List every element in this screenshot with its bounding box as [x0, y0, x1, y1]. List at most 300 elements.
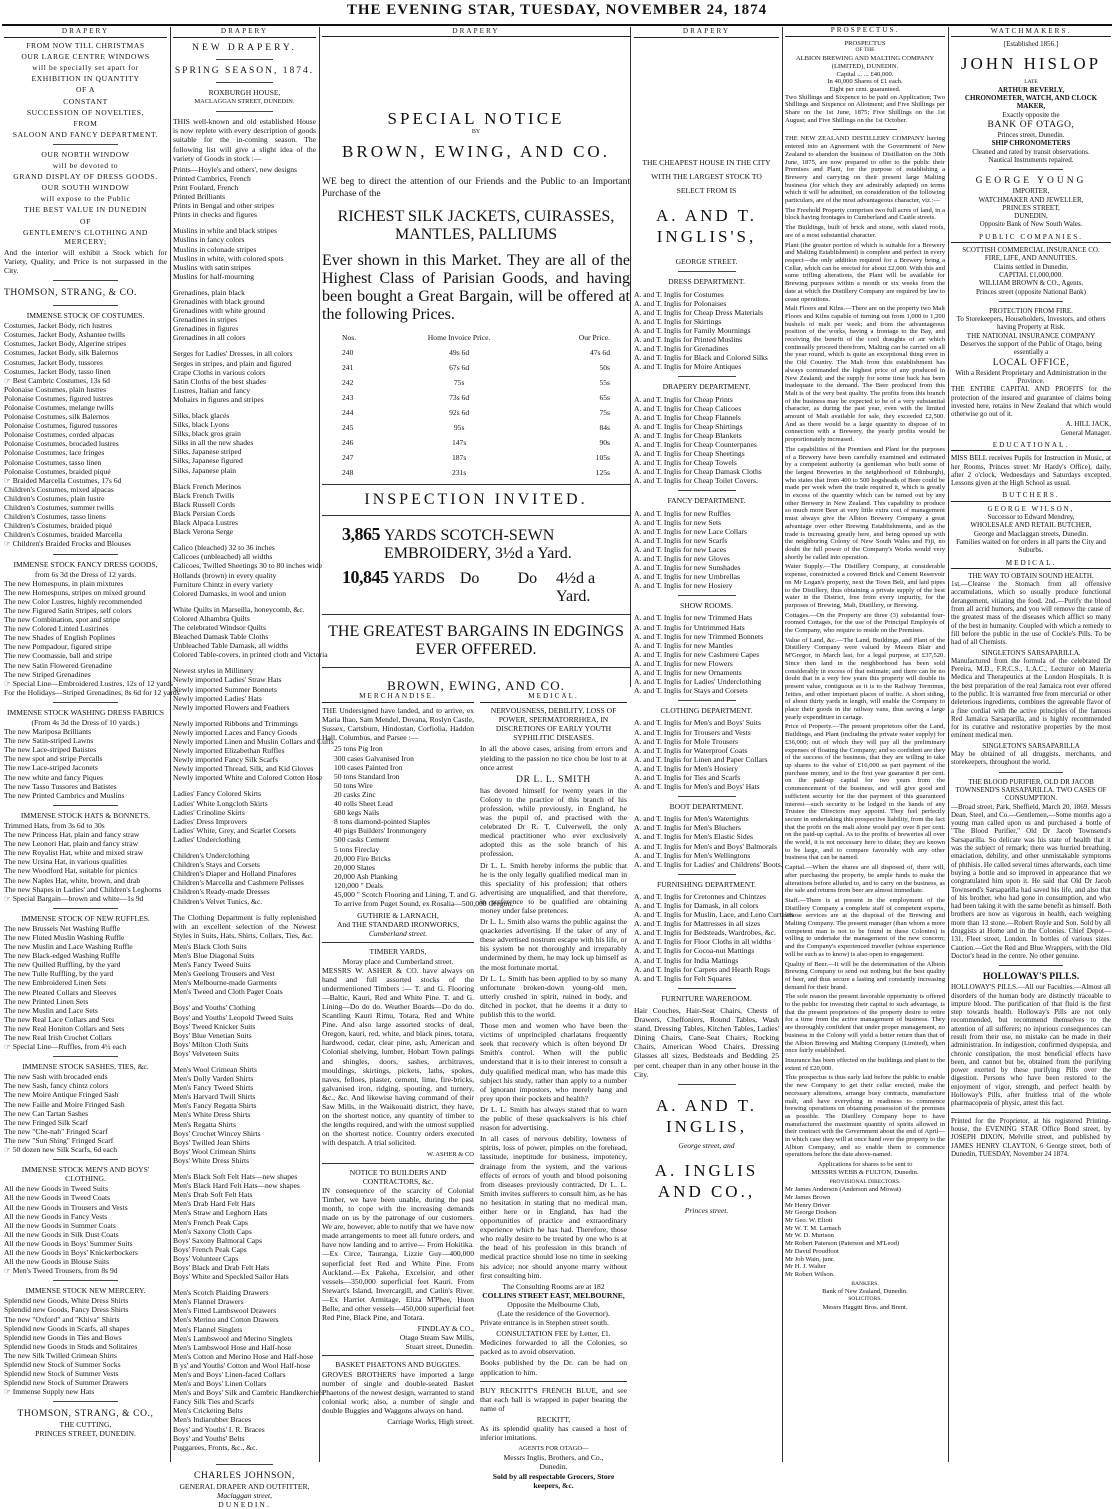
our-price: 47s 6d: [589, 348, 610, 357]
stock-item: Boys' and Youths' I. R. Braces: [173, 1424, 265, 1434]
department-heading: DRESS DEPARTMENT.: [668, 277, 745, 287]
column-heading: PROSPECTUS.: [785, 27, 945, 37]
director: Mr H. J. Walter: [785, 1263, 826, 1271]
stock-item: Splendid new Goods in Ties and Bows: [4, 1332, 122, 1342]
paragraph: This prospectus is thus early laid before the public to enable the new Company to get their cellar erected, make the necessary alterations, arrange busy contracts, manufacture malt, and have everything in readiness to commence brewing operations on obtaining possession of the premises as possible. The Distillery Company hope to have manufactured the maximum quantity of spirits allowed in their contract with the Government about the end of April—in which case they will at once hand over the property to the Albion Company, and so enable them to commence operations before the date above-named.: [785, 1074, 945, 1159]
rule: [53, 805, 118, 806]
stock-item: The new Woodford Hat, suitable for picnics: [4, 866, 138, 876]
stock-item: Silks, Japanese figured: [173, 456, 243, 466]
department-heading: FANCY DEPARTMENT.: [667, 496, 746, 506]
spacer: [634, 83, 779, 97]
company-name: ALBION BREWING AND MALTING COMPANY (LIMITED), DUNEDIN.: [795, 55, 935, 70]
department-item: A. and T. Inglis for Waterproof Coats: [634, 745, 748, 755]
stock-item: Newly imported Ladies' Hats: [173, 693, 262, 703]
stock-item: Men's Saxony Cloth Caps: [173, 1226, 252, 1236]
announcement-line: OUR SOUTH WINDOW: [41, 183, 130, 193]
stock-item: The new Fluted Muslin Washing Ruffle: [4, 932, 125, 942]
stock-item: Splendid new Goods, White Dress Shirts: [4, 1296, 129, 1306]
line: ARTHUR BEVERLY,: [997, 85, 1065, 94]
asher-body: MESSRS W. ASHER & CO. have always on hand and full assorted stocks of the undermentioned Timbers :— T. and G. Flooring—Baltic, Kauri, Red and White Pine. T. and G. Lining—Do do do. Weather Boards—Do do do. Scantling Kauri Rimu, Totara, Red and White Pine. And also large assorted stocks of deal, Oregon, kauri, red, white, and black pines, totara, hardwood, cedar, clear pine, ash, American and Colonial shelving, lumber, Hobart Town palings and shingles, doors, sashes, architraves, mouldings, skirtings, pickets, laths, spokes, naves, felloes, plaster, cement, lime, fire-bricks, galvanised iron, ridging, spouting, and turnery, &c., &c. And likewise having command of their Saw Mills, in the Waikouaiti district, they have, on the shortest notice, any quantity of timber to the lengths required, and with the utmost supplied on the shortest notice. Country orders executed with despatch. A trial solicited.: [322, 965, 474, 1148]
item-no: 248: [342, 468, 354, 477]
department-item: A. and T. Inglis for Felt Squares: [634, 973, 732, 983]
department-item: A. and T. Inglis for Cheap Flannels: [634, 412, 741, 422]
department-item: A. and T. Inglis for Cheap Calicoes: [634, 403, 742, 413]
address-line: (Late the residence of the Governor).: [497, 1309, 610, 1318]
stock-item: Newly imported Flowers and Feathers: [173, 702, 290, 712]
stock-item: Printed Cambrics, French: [173, 173, 251, 183]
stock-item: The new Sash with brocaded ends: [4, 1072, 108, 1082]
stock-item: Black Verona Serge: [173, 527, 234, 537]
notice-by: BY: [471, 129, 481, 135]
stock-item: The new "Oxford" and "Khiva" Shirts: [4, 1314, 120, 1324]
home-price: 95s: [453, 423, 465, 432]
masthead: THE EVENING STAR, TUESDAY, NOVEMBER 24, 1874: [346, 2, 768, 18]
stock-item: Ladies' Fancy Colored Skirts: [173, 789, 262, 799]
stock-item: Polonaise Costumes, figured tussores: [4, 421, 118, 431]
stock-item: All the new Goods in Boys' Knickerbockers: [4, 1247, 138, 1257]
price-row: [322, 465, 630, 480]
stock-item: Splendid new Goods in Studs and Solitaires: [4, 1341, 138, 1351]
stock-item: The new Real Irish Crochet Collars: [4, 1033, 112, 1042]
footer-line: GENERAL DRAPER AND OUTFITTER,: [179, 1481, 310, 1491]
signature: Stuart street, Dunedin.: [405, 1342, 474, 1352]
stock-item: Polonaise Costumes, braided piqué: [4, 466, 111, 476]
stock-item: The new Faille and Moire Fringed Sash: [4, 1099, 125, 1109]
stock-item: All the new Goods in Fancy Vests: [4, 1211, 108, 1221]
stock-item: Ladies' Underclothing: [173, 834, 241, 844]
stock-item: Boys' and Youths' Leopold Tweed Suits: [173, 1012, 294, 1022]
stock-item: Boys' and Youths' Clothing: [173, 1003, 256, 1013]
stock-item: Men's Fancy Tweed Suits: [173, 960, 251, 970]
department-heading: CLOTHING DEPARTMENT.: [660, 706, 753, 716]
line: With a Resident Proprietary and Administration in the Province.: [955, 368, 1107, 385]
stock-item: The new Lace-striped Batistes: [4, 745, 97, 755]
price-row: [322, 435, 630, 450]
director: Mr W. D. Murison: [785, 1232, 834, 1240]
footer-line: George street, and: [678, 1140, 735, 1150]
our-price: 55s: [599, 378, 610, 387]
spacer: [173, 536, 316, 543]
bankers-heading: BANKERS.: [851, 1280, 879, 1287]
stock-item: Silks, black Lyons: [173, 420, 229, 430]
rule: [322, 667, 630, 668]
stock-item: Hollands (brown) in every quality: [173, 570, 277, 580]
stock-item: Polonaise Costumes, corded alpacas: [4, 430, 115, 440]
stock-item: Boys' White Dress Shirts: [173, 1155, 250, 1165]
spacer: [322, 40, 630, 54]
department-item: A. and T. Inglis for new Sunshades: [634, 563, 741, 573]
stock-item: Satin Cloths of the best shades: [173, 376, 267, 386]
line: WHOLESALE AND RETAIL BUTCHER,: [970, 521, 1092, 530]
section-heading: IMMENSE STOCK OF COSTUMES.: [26, 311, 145, 321]
stock-item: Polonaise Costumes, tasso linen: [4, 457, 102, 467]
stock-item: Boys' White and Speckled Sailor Hats: [173, 1272, 289, 1282]
section-subheading: from 6s 3d the Dress of 12 yards.: [34, 569, 137, 579]
department-item: A. and T. Inglis for new Flowers: [634, 658, 733, 668]
fee-note: Medicines forwarded to all the Colonies, so packed as to avoid observation.: [480, 1338, 627, 1357]
ad-title: THE BLOOD PURIFIER, OLD DR JACOB TOWNSEND'S SARSAPARILLA. TWO CASES OF CONSUMPTION.: [955, 777, 1107, 803]
stock-item: Men's White Dress Shirts: [173, 1110, 251, 1120]
apply: Applications for shares to be sent to: [817, 1161, 913, 1169]
column-heading: WATCHMAKERS.: [951, 27, 1111, 37]
department-heading: FURNISHING DEPARTMENT.: [656, 879, 757, 889]
firm-line: Cumberland street.: [368, 929, 428, 939]
cargo-item: 500 casks Cement: [334, 835, 390, 845]
stock-item: The new Quilled Ruffling, by the yard: [4, 960, 121, 970]
section-heading: NOTICE TO BUILDERS AND CONTRACTORS, &c.: [349, 1167, 447, 1186]
department-heading: BOOT DEPARTMENT.: [669, 802, 744, 812]
prospectus-title: PROSPECTUS: [844, 39, 886, 47]
headline-line: WITH THE LARGEST STOCK TO: [651, 172, 762, 182]
spacer: [173, 598, 316, 605]
stock-item: ☞ 50 dozen new Silk Scarfs, 6d each: [4, 1145, 118, 1155]
line: SHIP CHRONOMETERS: [991, 139, 1071, 148]
stock-item: Boys' Black and Drab Felt Hats: [173, 1262, 270, 1272]
spacer: [634, 139, 779, 153]
line: BANK OF OTAGO,: [987, 120, 1075, 131]
stock-item: Newly imported Laces and Fancy Goods: [173, 727, 298, 737]
stock-item: Muslins in colonade stripes: [173, 244, 257, 254]
paragraph: Dr L. L. Smith has been applied to by so many unfortunate broken-down young-old men, utterly crushed in spirit, ruined in body, and ditched in pocket, that he deems it a duty to publish this to the world.: [480, 973, 627, 1019]
stock-item: Lustres, Italian and fancy: [173, 385, 251, 395]
stock-item: ☞ Immense Supply new Hats: [4, 1387, 95, 1397]
price-row: [322, 420, 630, 435]
stock-item: For the Holidays—Striped Grenadines, 8s 6d for 12 yards: [4, 687, 180, 697]
stock-item: Costumes, Jacket Body, Algerine stripes: [4, 339, 127, 349]
section-heading: TIMBER YARDS,: [369, 947, 427, 957]
stock-item: Muslins in white and black stripes: [173, 226, 277, 236]
masthead-rule: [2, 24, 1112, 26]
rule: [999, 301, 1063, 302]
ad-title: THE WAY TO OBTAIN SOUND HEALTH.: [968, 571, 1094, 580]
stock-item: Serges in stripes, and plain and figured: [173, 358, 292, 368]
column-roxburgh-house: [173, 27, 334, 1509]
col-our: Our Price.: [578, 333, 610, 342]
directors-heading: PROVISIONAL DIRECTORS.: [829, 1178, 901, 1185]
home-price: 231s: [451, 468, 467, 477]
ad-title: SINGLETON'S SARSAPARILLA: [982, 741, 1080, 750]
stock-item: Men's Drab Hard Felt Hats: [173, 1199, 255, 1209]
footer-line: PRINCES STREET, DUNEDIN.: [35, 1429, 136, 1439]
embroidery-text: Do: [517, 570, 538, 587]
stock-item: The new Figured Satin Stripes, self colors: [4, 605, 132, 615]
our-price: 75s: [599, 408, 610, 417]
cargo-item: 300 cases Galvanised Iron: [334, 753, 414, 763]
price-table: [322, 330, 630, 480]
stock-item: Ladies' White, Grey, and Scarlet Corsets: [173, 825, 296, 835]
stock-item: The new Sash, fancy chintz colors: [4, 1081, 109, 1091]
department-item: A. and T. Inglis for new Ornaments: [634, 668, 742, 678]
firm-name: JOHN HISLOP: [960, 53, 1102, 73]
notice-firm: BROWN, EWING, AND CO.: [342, 142, 610, 161]
stock-item: Men's Dolly Varden Shirts: [173, 1074, 254, 1084]
street-name: MACLAGGAN STREET, DUNEDIN.: [194, 98, 295, 106]
stock-item: The new Homespuns, stripes on mixed ground: [4, 587, 146, 597]
section-subheading: (From 4s 3d the Dress of 10 yards.): [31, 718, 140, 727]
spacer: [173, 782, 316, 789]
stock-item: The new Leonori Hat, plain and fancy straw: [4, 839, 139, 849]
paragraph: Value of Land, &c.—The Land, Buildings, and Plant of the Distillery Company were valued by Messrs Blair and M'Gregor, in March last, for a legal purpose, at £37,520. Since then land in the neighborhood has been sold considerably in excess of that estimate; and there can be no doubt that in a very few years this property will double its present value, contiguous as it is to the Railway Terminus, Jetties, and other important places of traffic. A short siding, of about thirty yards in length, will enable the Company to place their goods in the railway vans, thus saving a large yearly expenditure in cartage.: [785, 636, 945, 721]
department-item: A. and T. Inglis for Printed Muslins: [634, 335, 743, 345]
spacer: [173, 404, 316, 411]
intro-text: THE Undersigned have landed, and to arrive, ex Maria Ihao, Sam Mendel, Dovana, Roslyn Castle, Sussex, Cartsburn, Hindostan, Corfiolia, Haddon Hall, Columbus, and Parsee :—: [322, 706, 474, 743]
stock-item: The new Shades of English Poplines: [4, 633, 116, 643]
announcement-line: OF: [80, 216, 91, 226]
stock-item: Splendid new Stock of Summer Vests: [4, 1369, 119, 1379]
stock-item: Silks, black glacés: [173, 411, 230, 420]
stock-item: Men's Indiarubber Braces: [173, 1415, 252, 1425]
stock-item: The new Pompadour, figured stripe: [4, 642, 112, 652]
spacer: [173, 659, 316, 666]
stock-item: Men's Flannel Singlets: [173, 1324, 243, 1334]
department-item: A. and T. Inglis for Men's Bluchers: [634, 823, 741, 833]
item-no: 244: [342, 408, 354, 417]
department-item: A. and T. Inglis for Men's Hosiery: [634, 763, 739, 773]
line: Families waited on for orders in all parts the City and Suburbs.: [956, 537, 1106, 555]
department-item: A. and T. Inglis for new Lace Collars: [634, 526, 747, 536]
stock-item: Fancy Silk Ties and Scarfs: [173, 1397, 255, 1407]
books: Books published by the Dr. can be had on application to him.: [480, 1358, 627, 1377]
stock-item: The new Real Lace Collars and Sets: [4, 1014, 115, 1024]
embroidery-line: [342, 524, 630, 563]
spacer: [322, 54, 630, 68]
signature: FINDLAY & CO.,: [417, 1324, 474, 1334]
stock-item: Men's Harvard Twill Shirts: [173, 1092, 256, 1102]
stock-item: ☞ Special Bargain—brown and white—1s 9d: [4, 893, 144, 903]
rule: [322, 614, 630, 615]
spacer: [173, 1165, 316, 1172]
rule: [216, 82, 273, 83]
footer-firm: CHARLES JOHNSON,: [194, 1470, 295, 1481]
cargo-item: 45,000 " Scotch Flooring and Lining, T. and G.: [334, 889, 478, 899]
line: PRINCES STREET,: [1002, 203, 1060, 212]
terms: Two Shillings and Sixpence to be paid on Application; Two Shillings and Sixpence on Allotment; and Five Shillings per Share on the 1st June, 1875; Five Shillings on the 1st August; and Five Shillings on the 1st October.: [785, 93, 945, 124]
department-item: A. and T. Inglis for Cheap Dress Materials: [634, 307, 763, 317]
stock-item: The new Embroidered Linen Sets: [4, 978, 107, 988]
stock-item: Boys' Velveteen Suits: [173, 1048, 239, 1058]
paragraph: Malt Floors and Kilns.—There are on the property two Malt Floors and Kilns capable of turning out from 1,000 to 1,200 bushels of malt per week; and from the advantageous position of the works, having a frontage to the Bay, and receiving the benefit of the cool draughts of air which continually proceed therefrom, Malting can be carried on all the year round, which is quite an exceptional thing even in the Old Country. The Malt from this establishment has always commanded the highest price of any produced in New Zealand; and the supply for some time back has been inadequate to the demand. The Beer produced from this Malt is of the very best quality. The profits from this branch of the business may be expected to be of a very substantial character, as during the past year, even with the limited amount of Malt available for sale, they exceeded £2,500. And as there would be a large quantity to dispose of in connection with a Brewery, the yearly profits would be proportionately increased.: [785, 305, 945, 444]
paragraph: Staff.—There is at present in the employment of the Distillery Company a complete staff of competent experts, whose services are at the disposal of the Brewing and Malting Company. The present manager (than whom a more competent man is not to be found in these Colonies) is willing to undertake the management of the new concern; and the Company's experienced traveller (whose experience will be such as to know) is also open to engagement.: [785, 896, 945, 958]
ad-title: NERVOUSNESS, DEBILITY, LOSS OF POWER, SPERMATORRHŒA, IN DISCRETIONS OF EARLY YOUTH SYPHILITIC DISEASES.: [490, 706, 617, 743]
line: CAPITAL £1,000,000.: [999, 270, 1063, 279]
embroidery-qty: 3,865: [342, 524, 380, 544]
stock-item: Men's and Boys' Linen-faced Collars: [173, 1370, 286, 1379]
department-item: A. and T. Inglis for Moire Antiques: [634, 362, 742, 372]
rule: [53, 1159, 118, 1160]
line: Princes street (opposite National Bank): [975, 287, 1087, 296]
stock-item: Men's Fancy Regatta Shirts: [173, 1101, 257, 1111]
home-price: 73s 6d: [449, 393, 470, 402]
notice-title: SPECIAL NOTICE: [387, 109, 565, 128]
director: Mr Geo. W. Eliott: [785, 1217, 833, 1225]
section-heading: PUBLIC COMPANIES.: [951, 233, 1111, 243]
department-item: A. and T. Inglis for Cretonnes and Chintzes: [634, 891, 766, 901]
column-heading: DRAPERY: [173, 27, 316, 38]
notice-body: IN consequence of the scarcity of Colonial Timber, we have been unable, during the past month, to cope with the increasing demands made on us by the patronage of our customers. We are, however, able to notify that we have now made arrangements to meet all future orders, and have now landing and to arrive— From Hokitika.—Ex Circe, Tauranga, Lizzie Guy—400,000 superficial feet Red and White Pine. From Auckland.—Ex Pakeha, Excelsior, and other vessels—350,000 superficial feet Kauri. From Stewart's Island, Invercargill, and Catlin's River.—Ex Harriet Armitage, Eliza M'Phee, Huon Belle, and other vessels—450,000 superficial feet Red Pine, Black Pine, and Totara.: [322, 1185, 474, 1323]
paragraph: —Broad street, Park, Sheffield, March 20, 1869. Messrs Dean, Steel, and Co.—Gentlemen,—Some months ago a young man called upon us and purchased a bottle of "The Blood Purifier," Old Dr Jacob Townsend's Sarsaparilla. So delicate was his state of health that it was the subject of remark; there was hurried breathing, emaciation, debility, and other unmistakable symptoms of phthisis. He called several times afterwards, each time buying a bottle and so improved in appearance that we congratulated him upon it. He said that Old Dr Jacob Townsend's Sarsaparilla had saved his life, and also that of his brother, who had gone in consumption, and who had been taking it with the same benefit as himself. Both brothers are now as vigorous in health, each weighing more than 13 stone.—Robert Royle and Son. Sold by all druggists at Home and in the Colonies. Chief Depot—131, Fleet street, London. In bottles of various sizes. Caution.—Get the Red and Blue Wrappers, with the Old Doctor's head in the centre. No other genuine.: [951, 802, 1111, 960]
department-item: A. and T. Inglis for Muslin, Lace, and Leno Curtains: [634, 910, 794, 920]
stock-item: Furniture Chintz in every variety: [173, 579, 273, 589]
col-nos: Nos.: [342, 333, 357, 342]
stock-item: Newly imported White and Colored Cotton Hose: [173, 773, 323, 783]
item-no: 247: [342, 453, 354, 462]
paragraph: The Buildings, built of brick and stone, with slated roofs, are of a most substantial character.: [785, 224, 945, 239]
bargains: THE GREATEST BARGAINS IN EDGINGS EVER OFFERED.: [328, 623, 624, 658]
stock-item: The new "Sun Shing" Fringed Scarf: [4, 1135, 114, 1145]
line: DUNEDIN,: [1014, 212, 1048, 221]
notice-body: Ever shown in this Market. They are all of the Highest Class of Parisian Goods, and having been bought a Great Bargain, will be offered at the following Prices.: [322, 252, 630, 323]
address: COLLINS STREET EAST, MELBOURNE,: [482, 1290, 625, 1300]
department-item: A. and T. Inglis for Black and Colored Silks: [634, 353, 768, 363]
stock-item: ☞ Special Line—Embroidered Lustres, 12s of 12 yards: [4, 678, 173, 688]
cargo-item: 120,000 " Deals: [334, 880, 383, 890]
cargo-item: 20,000 Slates: [334, 862, 375, 872]
stock-item: Silks in all the new shades: [173, 438, 254, 448]
stock-item: The new white and fancy Piques: [4, 772, 103, 782]
footer-line: Maclaggan street,: [217, 1490, 272, 1500]
home-price: 92s 6d: [449, 408, 470, 417]
stock-item: Puggarees, Fronts, &c., &c.: [173, 1442, 258, 1452]
rule: [678, 796, 736, 797]
line: WATCHMAKER AND JEWELLER,: [978, 195, 1084, 204]
rule: [322, 484, 630, 485]
brown-ewing-notice: [322, 27, 631, 693]
rule: [216, 111, 273, 112]
basket-body: GROVES BROTHERS have imported a large number of single and double-seated Basket Phaetons of the newest design, warranted to stand colonial work; also, a number of single and double Buggies and Waggons always on hand.: [322, 1369, 474, 1415]
director: Mr George Dodson: [785, 1209, 837, 1217]
director: Mr James Brown: [785, 1193, 831, 1201]
department-item: A. and T. Inglis for Cheap Damask Cloths: [634, 467, 762, 477]
col-home: Home Invoice Price.: [427, 333, 491, 342]
stock-item: Newly imported Elizabethan Ruffles: [173, 746, 285, 756]
stock-item: Grenadines in stripes: [173, 315, 238, 325]
stock-item: The new Combination, spot and stripe: [4, 615, 120, 625]
stock-item: Men's and Boys' Silk and Cambric Handkerchiefs: [173, 1388, 325, 1398]
agents-line: Messrs Inglis, Brothers, and Co.,: [503, 1453, 604, 1463]
column-heading: DRAPERY: [322, 27, 630, 37]
stock-item: The new "Che-nah" Fringed Scarf: [4, 1126, 108, 1136]
late: LATE: [1024, 78, 1038, 85]
signature: Carriage Works, High street.: [387, 1417, 474, 1427]
stock-item: Boys' and Youths' Belts: [173, 1433, 245, 1443]
column-thomson-strang: [4, 27, 180, 1462]
stock-item: Polonaise Costumes, melange twills: [4, 403, 114, 412]
ad-title: HOLLOWAY'S PILLS.: [982, 972, 1080, 983]
rule: [678, 988, 736, 989]
spacer: [173, 475, 316, 482]
stock-item: Newly imported Thread, Silk, and Kid Gloves: [173, 764, 314, 774]
section-heading: IMMENSE STOCK SASHES, TIES, &c.: [22, 1062, 149, 1072]
spacer: [634, 111, 779, 125]
stock-item: Men's Blue Diagonal Suits: [173, 950, 255, 960]
line: CHRONOMETER, WATCH, AND CLOCK MAKER,: [964, 94, 1098, 111]
stock-item: ☞ Special Line—Ruffles, from 4½ each: [4, 1042, 127, 1052]
paragraph: May be obtained of all druggists, merchants, and storekeepers, throughout the world.: [951, 750, 1111, 767]
paragraph: In all cases of nervous debility, lowness of spirits, loss of power, pimples on the forehead, lassitude, ineptitude for business, impotency, drainage from the system, and the various effects of errors of youth and blood poisoning from diseases previously contracted, Dr L. L. Smith invites sufferers to consult him, as he has no hesitation in stating that no medical man, either here or in England, has had the opportunities of practice and extraordinary experience which he has had. Therefore, those who really desire to be treated by one who is at the head of his profession in this branch of medical practice should lose no time in seeking his advice; nor should anyone marry without first consulting him.: [480, 1134, 627, 1280]
stock-item: Children's Costumes, braided Marcella: [4, 530, 123, 540]
column-heading: MEDICAL.: [480, 692, 627, 703]
stock-item: The new Real Honiton Collars and Sets: [4, 1023, 125, 1033]
department-heading: DRAPERY DEPARTMENT.: [662, 382, 751, 392]
department-item: A. and T. Inglis for Ladies' Underclothing: [634, 677, 762, 687]
stock-item: The new Fringed Silk Scarf: [4, 1117, 88, 1127]
director: Mr Job Wain, junr.: [785, 1255, 835, 1263]
stock-item: Grenadines in all colors: [173, 333, 246, 343]
stock-item: Calicoes (unbleached) all widths: [173, 552, 273, 562]
stock-item: Men's and Boys' Linen Collars: [173, 1379, 267, 1389]
section-heading: BUTCHERS.: [951, 491, 1111, 501]
home-price: 49s 6d: [449, 348, 470, 357]
department-item: A. and T. Inglis for Untrimmed Hats: [634, 622, 745, 632]
stock-item: Splendid new Stock of Summer Drawers: [4, 1378, 129, 1388]
department-item: A. and T. Inglis for new Mantles: [634, 640, 733, 650]
stock-item: The new Pleated Collars and Sleeves: [4, 987, 117, 997]
firm-name: GEORGE WILSON,: [987, 504, 1075, 513]
stock-item: Silks, black gros grain: [173, 429, 241, 439]
paragraph: Water Supply.—The Distillery Company, at considerable expense, constructed a covered Brick and Cement Reservoir on Mr Logan's property, next the Town Belt, and laid pipes to the Distillery, thus obtaining a private supply of the best water in the District, free from every impurity, for the purposes of Brewing, Malt, Distillery, or Brewing.: [785, 563, 945, 609]
prospectus-of: OF THE: [855, 47, 875, 54]
stock-item: All the new Goods in Summer Coats: [4, 1220, 116, 1230]
spacer: [173, 712, 316, 719]
stock-item: All the new Goods in Tweed Coats: [4, 1193, 111, 1203]
department-item: A. and T. Inglis for Carpets and Hearth Rugs: [634, 964, 770, 974]
solicitors: Messrs Haggitt Bros. and Brent.: [822, 1303, 908, 1311]
stock-item: Boys' Twilled Jean Shirts: [173, 1137, 250, 1147]
stock-item: Men's Merino and Cotton Drawers: [173, 1315, 279, 1325]
our-price: 65s: [599, 393, 610, 402]
stock-item: All the new Goods in Boys' Summer Suits: [4, 1238, 133, 1248]
embroidery-text: Do: [459, 570, 480, 587]
section-heading: IMMENSE STOCK OF NEW RUFFLES.: [21, 913, 150, 923]
column-medical: [480, 692, 630, 1490]
firm-name: THOMSON, STRANG, & CO.: [4, 288, 138, 299]
paragraph: THE NEW ZEALAND DISTILLERY COMPANY having entered into an Agreement with the Government of New Zealand to abandon the business of Distillation on the 30th June, 1875, are now prepared to offer to the public their Premises and Plant, for the purpose of establishing a Brewery and carrying on their present large Malting business (for which they are admirably adapted) on terms which it will be admitted, on consideration of the following particulars, are of the most advantageous character, viz.:—: [785, 135, 945, 205]
item-no: 240: [342, 348, 354, 357]
department-item: A. and T. Inglis for Trousers and Vests: [634, 727, 751, 737]
rule: [999, 169, 1063, 170]
stock-item: Print Foulard, French: [173, 182, 239, 192]
cargo-item: 20,000 Ash Planking: [334, 871, 398, 881]
paragraph: The capabilities of the Premises and Plant for the purposes of a Brewery have been carefully examined and estimated by a competent authority (a gentleman who built some of the largest Breweries in the neighborhood of Edinburgh), who states that from 400 to 500 hogsheads of Beer could be made per week when the trade required it, which is greatly in excess of the quantity which can be turned out by any other Brewery in New Zealand. This capability to produce so much more Beer at very little extra cost of management must always give the Albion Brewery Company a great advantage over other Brewing Establishments, and as the trade is increasing greatly here, and being opened up with the neighboring Colony of New South Wales and Fiji, no doubt the full power of the Company's Works would very shortly be called into operation.: [785, 445, 945, 561]
stock-item: Prints in checks and figures: [173, 210, 257, 220]
house-name: ROXBURGH HOUSE,: [208, 88, 281, 98]
firm-name: GUTHRIE & LARNACH,: [357, 911, 439, 921]
department-item: A. and T. Inglis for Men's and Boys' Hats: [634, 782, 760, 792]
stock-item: The new spot and stripe Percalls: [4, 754, 103, 764]
stock-item: The new Printed Cambrics and Muslins: [4, 790, 125, 800]
director: Mr James Anderson (Anderson and Mowat): [785, 1186, 901, 1194]
stock-item: Black Persian Cords: [173, 508, 236, 518]
announcement-line: GRAND DISPLAY OF DRESS GOODS.: [13, 172, 158, 182]
stock-item: Splendid new Goods in Scarfs, all shapes: [4, 1323, 130, 1333]
embroidery-qty: 10,845: [342, 567, 389, 587]
fee: CONSULTATION FEE by Letter, £1.: [496, 1329, 611, 1339]
department-item: A. and T. Inglis for new Umbrellas: [634, 572, 741, 582]
department-item: A. and T. Inglis for Men's Wellingtons: [634, 850, 751, 860]
item-no: 243: [342, 393, 354, 402]
column-watchmakers: [951, 27, 1111, 1462]
department-item: A. and T. Inglis for Men's Watertights: [634, 814, 749, 824]
cargo-item: 8 tons diamond-pointed Staples: [334, 817, 430, 827]
line: WILLIAM BROWN & CO., Agents,: [978, 279, 1084, 288]
stock-item: ☞ Best Cambric Costumes, 13s 6d: [4, 375, 110, 385]
rule: [53, 144, 118, 145]
stock-item: The new Muslin and Lace Sets: [4, 1005, 98, 1015]
stock-item: The new Tulle Ruffling, by the yard: [4, 969, 114, 979]
stock-item: The new Colored Linted Lustrines: [4, 624, 109, 634]
cargo-item: 100 cases Painted Iron: [334, 762, 403, 772]
stock-item: All the new Goods in Blouse Suits: [4, 1257, 110, 1267]
